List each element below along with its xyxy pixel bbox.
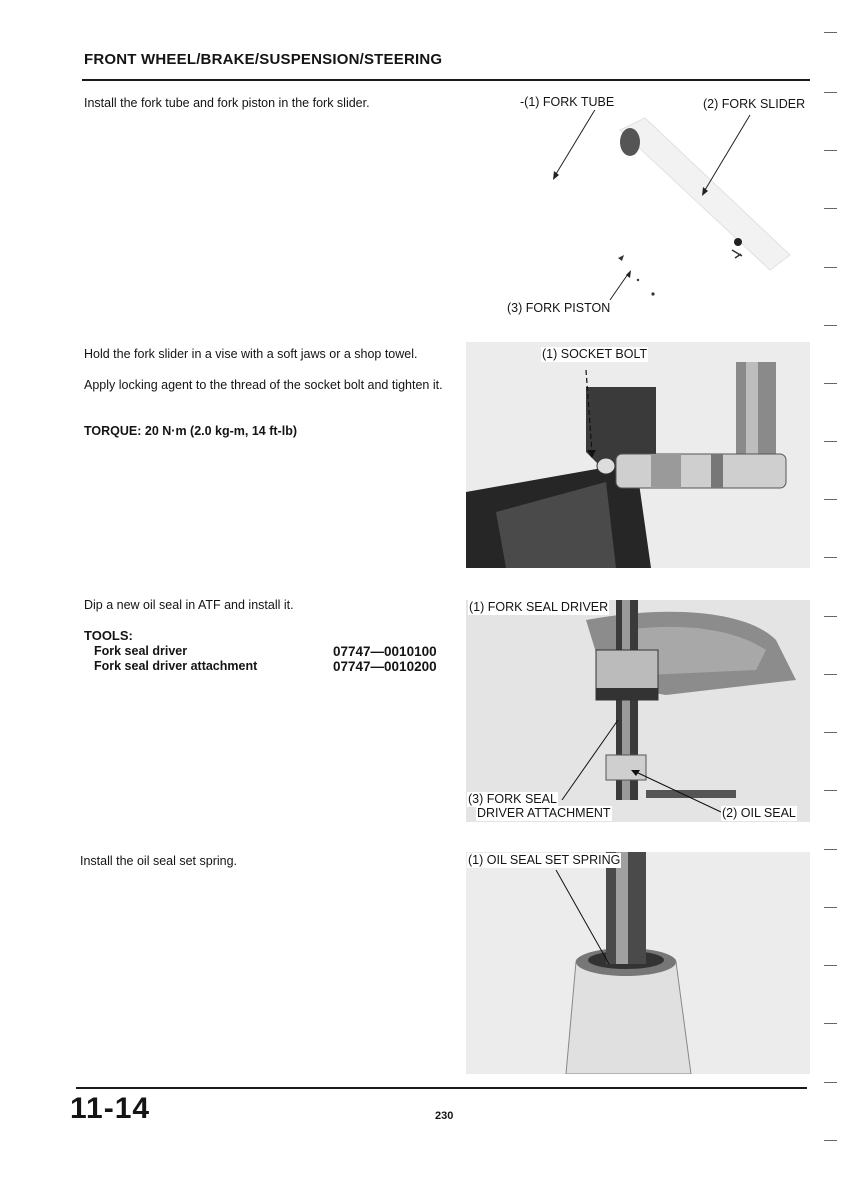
label-fork-seal: (3) FORK SEAL <box>468 792 557 806</box>
step-2-text-1: Hold the fork slider in a vise with a soft jaws or a shop towel. <box>84 347 418 361</box>
footer-rule <box>76 1087 807 1089</box>
step-3-text: Dip a new oil seal in ATF and install it. <box>84 598 294 612</box>
tool-part-number: 07747—0010100 <box>333 644 437 659</box>
step-2-text-2: Apply locking agent to the thread of the socket bolt and tighten it. <box>84 378 443 392</box>
label-driver-attachment: DRIVER ATTACHMENT <box>477 806 611 820</box>
label-fork-slider: (2) FORK SLIDER <box>703 97 806 111</box>
tools-heading: TOOLS: <box>84 628 133 643</box>
label-fork-piston: (3) FORK PISTON <box>507 301 611 315</box>
tool-part-number: 07747—0010200 <box>333 659 437 674</box>
header-rule <box>82 79 810 81</box>
page-number: 11-14 <box>70 1092 151 1125</box>
label-oil-seal: (2) OIL SEAL <box>722 806 796 820</box>
oil-seal-spring-photo <box>466 852 810 1074</box>
label-oil-seal-set-spring: (1) OIL SEAL SET SPRING <box>468 853 621 867</box>
section-title: FRONT WHEEL/BRAKE/SUSPENSION/STEERING <box>84 51 443 68</box>
vise-socket-bolt-photo <box>466 342 810 568</box>
label-socket-bolt: (1) SOCKET BOLT <box>542 347 648 361</box>
step-4-text: Install the oil seal set spring. <box>80 854 238 868</box>
folio-number: 230 <box>435 1110 454 1122</box>
fork-assembly-illustration <box>470 90 815 320</box>
tool-name: Fork seal driver attachment <box>94 659 258 673</box>
fork-seal-driver-photo <box>466 600 810 822</box>
step-1-text: Install the fork tube and fork piston in the fork slider. <box>84 96 370 110</box>
torque-spec: TORQUE: 20 N·m (2.0 kg-m, 14 ft-lb) <box>84 424 297 438</box>
tool-name: Fork seal driver <box>94 644 188 658</box>
label-fork-seal-driver: (1) FORK SEAL DRIVER <box>469 600 609 614</box>
label-fork-tube: -(1) FORK TUBE <box>520 95 615 109</box>
